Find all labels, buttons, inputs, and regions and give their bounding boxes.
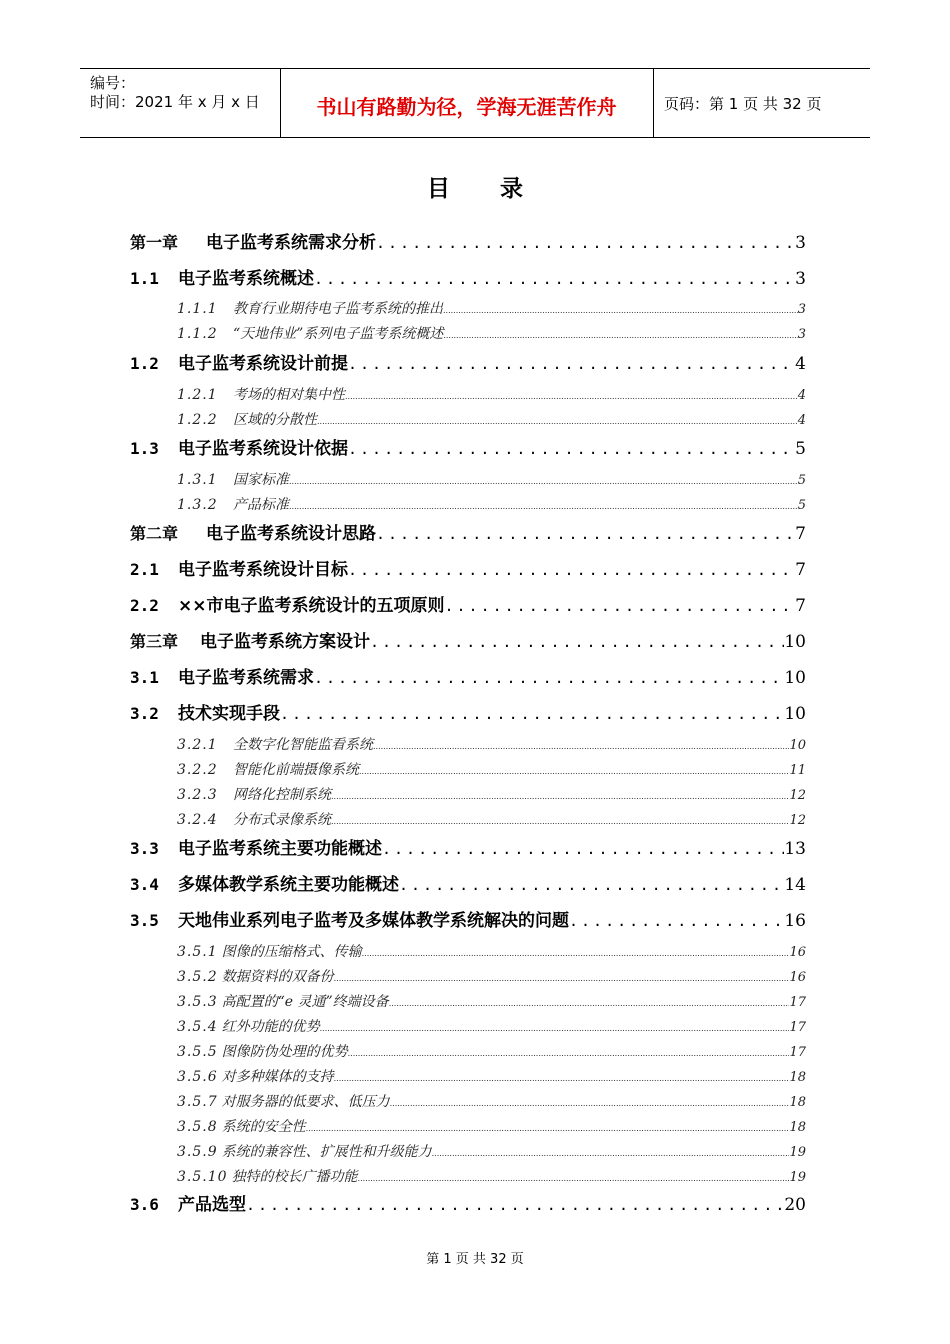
toc-entry-label	[130, 663, 314, 688]
toc-subentry[interactable]	[177, 298, 806, 318]
toc-entry-number: 1.3.2	[177, 497, 218, 513]
toc-subentry[interactable]	[177, 1116, 806, 1136]
toc-leader-dots	[348, 1049, 790, 1058]
toc-entry-number: 1.2	[130, 354, 159, 373]
toc-entry-title: 数据资料的双备份	[221, 969, 334, 985]
toc-entry-title: 天地伟业系列电子监考及多媒体教学系统解决的问题	[178, 911, 569, 931]
toc-entry-number: 3.5.9	[177, 1144, 218, 1160]
toc-section-entry[interactable]	[130, 699, 806, 723]
toc-subentry[interactable]	[177, 409, 806, 429]
toc-chapter-entry[interactable]	[130, 627, 806, 651]
toc-entry-number: 1.1	[130, 269, 159, 288]
toc-leader-dots	[289, 477, 798, 486]
toc-entry-label	[177, 384, 345, 404]
toc-subentry[interactable]	[177, 1066, 806, 1086]
toc-entry-title: 产品标准	[233, 497, 289, 513]
toc-leader-dots	[569, 912, 784, 930]
toc-entry-label	[177, 1166, 358, 1186]
toc-leader-dots	[399, 876, 784, 894]
toc-entry-title: 国家标准	[233, 472, 289, 488]
toc-entry-number: 2.2	[130, 596, 159, 615]
toc-entry-number: 3.4	[130, 875, 159, 894]
toc-entry-label	[130, 870, 399, 895]
toc-entry-number: 3.5	[130, 911, 159, 930]
toc-subentry[interactable]	[177, 323, 806, 343]
toc-entry-title: 电子监考系统需求分析	[206, 233, 376, 253]
toc-section-entry[interactable]	[130, 349, 806, 373]
toc-entry-number: 3.6	[130, 1195, 159, 1214]
toc-leader-dots	[373, 742, 789, 751]
toc-entry-title: 电子监考系统方案设计	[200, 632, 370, 652]
toc-entry-number: 1.2.2	[177, 412, 218, 428]
toc-entry-number: 3.2	[130, 704, 159, 723]
toc-entry-title: 系统的安全性	[221, 1119, 306, 1135]
toc-entry-title: 独特的校长广播功能	[231, 1169, 358, 1185]
toc-leader-dots	[432, 1149, 790, 1158]
toc-subentry[interactable]	[177, 1166, 806, 1186]
toc-entry-number: 第二章	[130, 524, 179, 543]
toc-entry-title: 红外功能的优势	[221, 1019, 320, 1035]
toc-page-number: 10	[784, 704, 806, 724]
toc-entry-number: 1.3	[130, 439, 159, 458]
toc-page-number: 7	[795, 524, 806, 544]
header-meta-cell	[80, 69, 281, 137]
toc-subentry[interactable]	[177, 809, 806, 829]
toc-page-number: 5	[795, 439, 806, 459]
toc-leader-dots	[317, 417, 798, 426]
toc-page-number: 20	[784, 1195, 806, 1215]
toc-entry-title: 电子监考系统概述	[178, 269, 314, 289]
toc-entry-label	[130, 349, 348, 374]
toc-entry-label	[177, 1091, 390, 1111]
toc-page-number: 10	[789, 738, 806, 753]
toc-entry-number: 3.5.5	[177, 1044, 218, 1060]
toc-entry-label	[130, 519, 376, 544]
toc-page-number: 16	[784, 911, 806, 931]
toc-section-entry[interactable]	[130, 555, 806, 579]
toc-leader-dots	[358, 1174, 790, 1183]
toc-page-number: 16	[789, 970, 806, 985]
toc-page-number: 18	[789, 1070, 806, 1085]
toc-entry-number: 3.5.6	[177, 1069, 218, 1085]
toc-entry-title: “天地伟业”系列电子监考系统概述	[233, 326, 444, 342]
toc-section-entry[interactable]	[130, 906, 806, 930]
toc-page-number: 3	[795, 233, 806, 253]
header-motto: 书山有路勤为径，学海无涯苦作舟	[316, 95, 617, 119]
toc-subentry[interactable]	[177, 1141, 806, 1161]
toc-entry-label	[130, 906, 569, 931]
toc-entry-label	[177, 1016, 320, 1036]
page-header	[80, 68, 870, 138]
toc-subentry[interactable]	[177, 966, 806, 986]
toc-entry-number: 3.5.3	[177, 994, 218, 1010]
toc-entry-title: ××市电子监考系统设计的五项原则	[178, 596, 445, 616]
toc-page-number: 5	[797, 498, 806, 513]
toc-leader-dots	[334, 1074, 790, 1083]
toc-entry-number: 1.1.1	[177, 301, 218, 317]
toc-leader-dots	[445, 597, 796, 615]
toc-entry-number: 3.5.10	[177, 1169, 228, 1185]
toc-page-number: 13	[784, 839, 806, 859]
toc-leader-dots	[348, 355, 795, 373]
toc-page-number: 4	[797, 413, 806, 428]
toc-page-number: 14	[784, 875, 806, 895]
toc-chapter-entry[interactable]	[130, 519, 806, 543]
toc-title-char-2: 录	[500, 176, 523, 202]
toc-entry-label	[130, 591, 445, 616]
toc-leader-dots	[314, 669, 784, 687]
toc-leader-dots	[345, 392, 798, 401]
toc-entry-title: 电子监考系统设计思路	[206, 524, 376, 544]
toc-page-number: 3	[797, 302, 806, 317]
toc-entry-label	[177, 1116, 306, 1136]
toc-entry-title: 区域的分散性	[233, 412, 317, 428]
toc-entry-number: 第三章	[130, 632, 179, 651]
toc-page-number: 18	[789, 1095, 806, 1110]
toc-entry-number: 3.2.2	[177, 762, 218, 778]
toc-leader-dots	[331, 817, 789, 826]
toc-subentry[interactable]	[177, 991, 806, 1011]
date-label: 时间：2021 年 x 月 x 日	[90, 93, 260, 111]
toc-entry-title: 高配置的“e 灵通”终端设备	[221, 994, 389, 1010]
toc-entry-number: 3.3	[130, 839, 159, 858]
toc-entry-title: 教育行业期待电子监考系统的推出	[233, 301, 443, 317]
toc-entry-label	[177, 1041, 348, 1061]
toc-title-char-1: 目	[427, 176, 450, 202]
toc-entry-label	[177, 323, 443, 343]
toc-leader-dots	[370, 633, 784, 651]
toc-section-entry[interactable]	[130, 1190, 806, 1214]
toc-entry-label	[177, 494, 289, 514]
toc-section-entry[interactable]	[130, 434, 806, 458]
toc-subentry[interactable]	[177, 469, 806, 489]
toc-entry-label	[177, 759, 359, 779]
toc-entry-title: 网络化控制系统	[233, 787, 331, 803]
toc-entry-title: 分布式录像系统	[233, 812, 331, 828]
toc-leader-dots	[376, 525, 795, 543]
toc-entry-label	[177, 784, 331, 804]
toc-leader-dots	[443, 306, 798, 315]
page-footer: 第 1 页 共 32 页	[426, 1252, 524, 1267]
toc-leader-dots	[376, 234, 795, 252]
toc-page-number: 10	[784, 668, 806, 688]
toc-leader-dots	[362, 949, 790, 958]
toc-page-number: 12	[789, 788, 806, 803]
toc-entry-label	[177, 809, 331, 829]
toc-leader-dots	[389, 999, 790, 1008]
toc-section-entry[interactable]	[130, 834, 806, 858]
toc-entry-number: 3.5.4	[177, 1019, 218, 1035]
toc-subentry[interactable]	[177, 1016, 806, 1036]
toc-leader-dots	[348, 440, 795, 458]
toc-entry-number: 3.2.1	[177, 737, 218, 753]
header-page-info: 页码：第 1 页 共 32 页	[664, 95, 822, 113]
toc-entry-number: 3.5.7	[177, 1094, 218, 1110]
toc-entry-number: 3.5.2	[177, 969, 218, 985]
toc-entry-title: 对服务器的低要求、低压力	[221, 1094, 390, 1110]
toc-entry-title: 电子监考系统主要功能概述	[178, 839, 382, 859]
toc-entry-label	[130, 228, 376, 253]
toc-leader-dots	[348, 561, 795, 579]
toc-entry-number: 3.5.8	[177, 1119, 218, 1135]
toc-entry-title: 对多种媒体的支持	[221, 1069, 334, 1085]
toc-leader-dots	[334, 974, 790, 983]
toc-entry-label	[130, 264, 314, 289]
toc-entry-title: 电子监考系统设计前提	[178, 354, 348, 374]
toc-entry-number: 1.3.1	[177, 472, 218, 488]
toc-entry-title: 系统的兼容性、扩展性和升级能力	[221, 1144, 432, 1160]
toc-entry-label	[177, 991, 389, 1011]
toc-page-number: 4	[795, 354, 806, 374]
toc-leader-dots	[289, 502, 798, 511]
toc-leader-dots	[280, 705, 784, 723]
toc-page-number: 19	[789, 1170, 806, 1185]
toc-entry-number: 第一章	[130, 233, 179, 252]
toc-entry-label	[177, 409, 317, 429]
toc-page-number: 19	[789, 1145, 806, 1160]
toc-entry-title: 考场的相对集中性	[233, 387, 345, 403]
toc-entry-title: 图像防伪处理的优势	[221, 1044, 348, 1060]
toc-entry-label	[177, 966, 334, 986]
toc-section-entry[interactable]	[130, 264, 806, 288]
toc-title	[0, 170, 950, 203]
toc-page-number: 7	[795, 560, 806, 580]
toc-leader-dots	[382, 840, 784, 858]
toc-page-number: 11	[789, 763, 806, 778]
toc-section-entry[interactable]	[130, 870, 806, 894]
toc-entry-label	[177, 734, 373, 754]
toc-subentry[interactable]	[177, 384, 806, 404]
toc-entry-label	[177, 469, 289, 489]
toc-page-number: 18	[789, 1120, 806, 1135]
toc-entry-label	[177, 298, 443, 318]
toc-entry-title: 电子监考系统设计目标	[178, 560, 348, 580]
toc-subentry[interactable]	[177, 784, 806, 804]
toc-leader-dots	[246, 1196, 784, 1214]
toc-entry-label	[177, 1141, 432, 1161]
toc-leader-dots	[306, 1124, 790, 1133]
toc-page-number: 3	[795, 269, 806, 289]
toc-entry-title: 电子监考系统设计依据	[178, 439, 348, 459]
toc-entry-number: 1.2.1	[177, 387, 218, 403]
toc-page-number: 7	[795, 596, 806, 616]
toc-entry-label	[130, 555, 348, 580]
toc-entry-number: 3.1	[130, 668, 159, 687]
toc-entry-title: 智能化前端摄像系统	[233, 762, 359, 778]
toc-section-entry[interactable]	[130, 663, 806, 687]
toc-entry-label	[130, 627, 370, 652]
toc-page-number: 10	[784, 632, 806, 652]
toc-page-number: 12	[789, 813, 806, 828]
toc-subentry[interactable]	[177, 494, 806, 514]
toc-page-number: 17	[789, 995, 806, 1010]
toc-leader-dots	[443, 331, 797, 340]
toc-entry-label	[130, 699, 280, 724]
toc-entry-label	[130, 1190, 246, 1215]
toc-entry-label	[177, 941, 362, 961]
toc-section-entry[interactable]	[130, 591, 806, 615]
toc-page-number: 17	[789, 1045, 806, 1060]
toc-page-number: 5	[797, 473, 806, 488]
toc-entry-title: 产品选型	[178, 1195, 246, 1215]
toc-entry-title: 全数字化智能监看系统	[233, 737, 373, 753]
toc-entry-number: 1.1.2	[177, 326, 218, 342]
toc-page-number: 16	[789, 945, 806, 960]
toc-leader-dots	[390, 1099, 790, 1108]
toc-entry-label	[130, 834, 382, 859]
toc-page-number: 4	[797, 388, 806, 403]
toc-entry-title: 技术实现手段	[178, 704, 280, 724]
toc-leader-dots	[359, 767, 789, 776]
toc-subentry[interactable]	[177, 1041, 806, 1061]
toc-subentry[interactable]	[177, 1091, 806, 1111]
toc-entry-number: 2.1	[130, 560, 159, 579]
toc-page-number: 17	[789, 1020, 806, 1035]
toc-entry-label	[177, 1066, 334, 1086]
toc-entry-title: 多媒体教学系统主要功能概述	[178, 875, 399, 895]
toc-leader-dots	[320, 1024, 790, 1033]
toc-entry-number: 3.5.1	[177, 944, 218, 960]
toc-chapter-entry[interactable]	[130, 228, 806, 252]
toc-subentry[interactable]	[177, 734, 806, 754]
toc-subentry[interactable]	[177, 759, 806, 779]
header-motto-cell	[280, 69, 654, 137]
toc-subentry[interactable]	[177, 941, 806, 961]
toc-entry-title: 电子监考系统需求	[178, 668, 314, 688]
header-page-cell	[654, 69, 870, 137]
toc-entry-title: 图像的压缩格式、传输	[221, 944, 362, 960]
toc-entry-number: 3.2.3	[177, 787, 218, 803]
toc-leader-dots	[331, 792, 789, 801]
toc-entry-number: 3.2.4	[177, 812, 218, 828]
toc-entry-label	[130, 434, 348, 459]
serial-label: 编号：	[90, 74, 136, 92]
toc-page-number: 3	[797, 327, 806, 342]
toc-leader-dots	[314, 270, 795, 288]
